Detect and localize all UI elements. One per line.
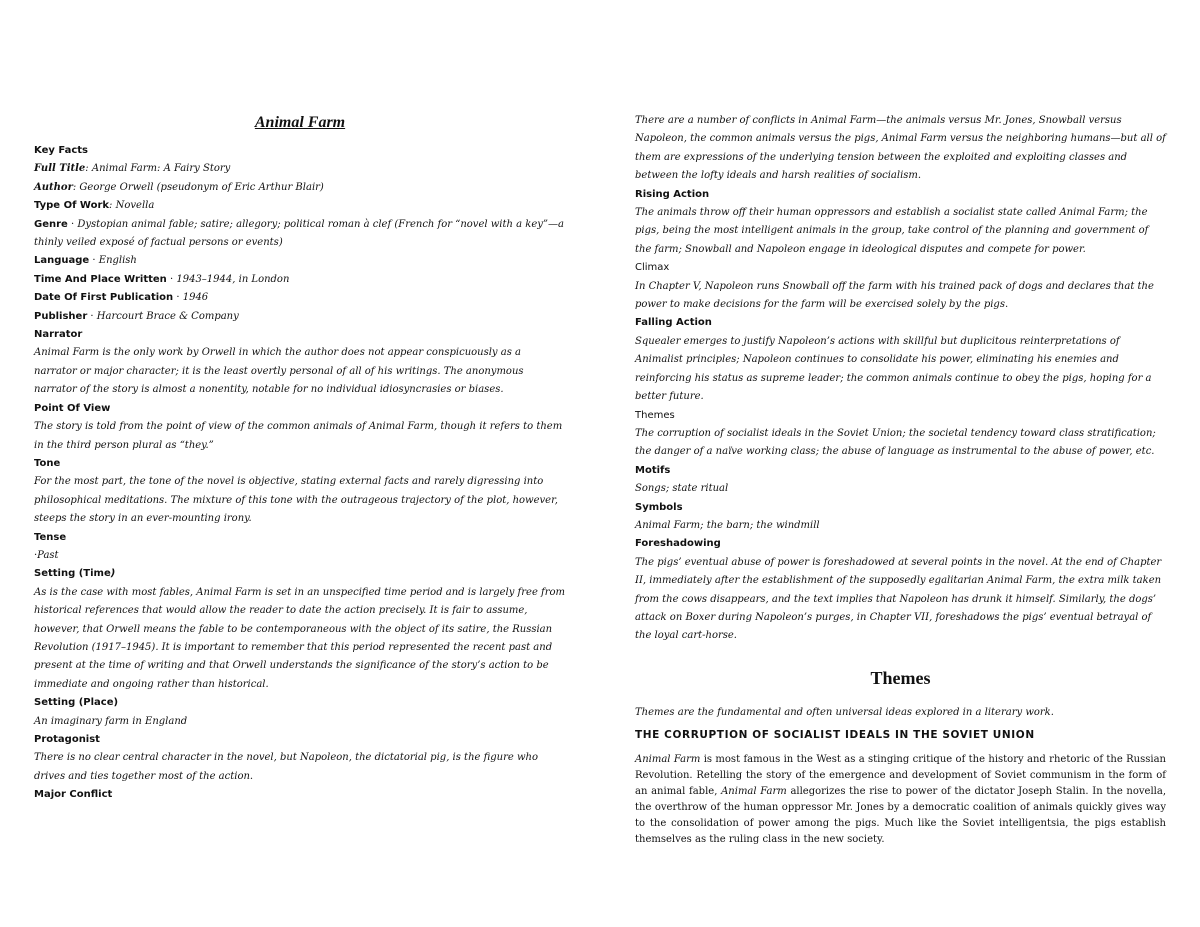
theme-paragraph (635, 752, 1166, 848)
fact-separator: · (67, 218, 78, 230)
themes-intro: Themes are the fundamental and often universal ideas explored in a literary work. (635, 706, 1054, 718)
fact-value: Animal Farm: A Fairy Story (88, 163, 231, 175)
setting-time-label-close: ) (110, 568, 116, 580)
fact-first-publication (34, 289, 566, 307)
foreshadowing-label: Foreshadowing (635, 538, 721, 550)
fact-value: Dystopian animal fable; satire; allegory; political roman à clef (French for “novel with a key”—a thinly veiled exposé of factual persons or events) (34, 218, 564, 249)
symbols-text: Animal Farm; the barn; the windmill (635, 519, 820, 531)
right-column (635, 112, 1166, 848)
fact-value: English (98, 255, 137, 267)
fact-separator: : (109, 200, 113, 212)
foreshadowing-text: The pigs’ eventual abuse of power is foreshadowed at several points in the novel. At the end of Chapter II, immediately after the establishment of the supposedly egalitarian Animal Farm, the extra milk taken from the cows disappears, and the text implies that Napoleon has drunk it himself. Similarly, the dogs’ attack on Boxer during Napoleon’s purges, in Chapter VII, foreshadows the pigs’ eventual betrayal of the loyal cart-horse. (635, 556, 1162, 642)
fact-separator: · (89, 255, 99, 267)
point-of-view-text: The story is told from the point of view of the common animals of Animal Farm, though it refers to them in the third person plural as “they.” (34, 421, 563, 451)
fact-value: George Orwell (pseudonym of Eric Arthur Blair) (76, 181, 324, 193)
left-column (34, 112, 566, 805)
tone-text: For the most part, the tone of the novel is objective, stating external facts and rarely digressing into philosophical meditations. The mixture of this tone with the outrageous trajectory of the plot, however, steeps the story in an ever-mounting irony. (34, 476, 558, 525)
setting-time-text: As is the case with most fables, Animal Farm is set in an unspecified time period and is largely free from historical references that would allow the reader to date the action precisely. It is fair to assume, however, that Orwell means the fable to be contemporaneous with the object of its satire, the Russian Revolution (1917–1945). It is important to remember that this period represented the recent past and present at the time of writing and that Orwell understands the significance of the story’s action to be immediate and ongoing rather than historical. (34, 586, 566, 690)
setting-time-label-text: Setting (Time (34, 568, 111, 580)
setting-time-label (34, 565, 566, 583)
theme-title: THE CORRUPTION OF SOCIALIST IDEALS IN THE SOVIET UNION (635, 728, 1035, 741)
fact-label: Type Of Work (34, 200, 110, 212)
fact-type-of-work (34, 197, 566, 215)
climax-text: In Chapter V, Napoleon runs Snowball off the farm with his trained pack of dogs and declares that the power to make decisions for the farm will be exercised solely by the pigs. (635, 280, 1154, 311)
symbols-label: Symbols (635, 501, 683, 513)
protagonist-label: Protagonist (34, 734, 100, 745)
narrator-label: Narrator (34, 329, 83, 341)
fact-value: Novella (112, 200, 155, 212)
fact-separator: · (166, 273, 177, 285)
fact-label: Time And Place Written (34, 273, 167, 285)
fact-genre (34, 216, 566, 253)
fact-separator: · (173, 292, 183, 304)
book-title-ref: Animal Farm (721, 785, 787, 797)
document-title: Animal Farm (254, 114, 346, 131)
rising-action-label: Rising Action (635, 188, 710, 200)
tone-label: Tone (34, 457, 61, 469)
tense-text: ·Past (34, 549, 59, 561)
fact-value: 1946 (182, 292, 209, 304)
rising-action-text: The animals throw off their human oppressors and establish a socialist state called Animal Farm; the pigs, being the most intelligent animals in the group, take control of the planning and government of the farm; Snowball and Napoleon engage in ideological disputes and compete for power. (635, 207, 1149, 255)
setting-place-text: An imaginary farm in England (34, 715, 188, 727)
climax-label: Climax (635, 262, 670, 274)
theme-text: is most famous in the West as a stinging critique of the history and rhetoric of the Russian Revolution. Retelling the story of the emergence and development of Soviet communism in the form of an animal fable, (635, 753, 1166, 797)
key-facts-heading: Key Facts (34, 145, 89, 156)
fact-value: 1943–1944, in London (176, 273, 290, 285)
fact-label: Author (34, 181, 73, 193)
fact-full-title (34, 160, 566, 178)
fact-label: Publisher (34, 310, 88, 322)
fact-language (34, 252, 566, 270)
setting-place-label: Setting (Place) (34, 697, 119, 709)
major-conflict-text: There are a number of conflicts in Animal Farm—the animals versus Mr. Jones, Snowball versus Napoleon, the common animals versus the pigs, Animal Farm versus the neighboring humans—but all of them are expressions of the underlying tension between the exploited and exploiting classes and between the lofty ideals and harsh realities of socialism. (635, 115, 1166, 182)
fact-separator: · (87, 310, 97, 322)
themes-fact-text: The corruption of socialist ideals in the Soviet Union; the societal tendency toward class stratification; the danger of a naïve working class; the abuse of language as instrumental to the abuse of power, etc. (635, 427, 1156, 458)
themes-fact-label: Themes (635, 409, 675, 421)
fact-author (34, 179, 566, 197)
fact-label: Genre (34, 218, 68, 230)
fact-label: Date Of First Publication (34, 292, 174, 304)
motifs-label: Motifs (635, 464, 671, 476)
motifs-text: Songs; state ritual (635, 483, 729, 495)
falling-action-text: Squealer emerges to justify Napoleon’s actions with skillful but duplicitous reinterpretations of Animalist principles; Napoleon continues to consolidate his power, eliminating his enemies and reinforcing his status as supreme leader; the common animals continue to obey the pigs, hoping for a better future. (635, 335, 1152, 403)
fact-value: Harcourt Brace & Company (96, 310, 239, 322)
fact-publisher (34, 308, 566, 326)
point-of-view-label: Point Of View (34, 402, 111, 414)
major-conflict-label: Major Conflict (34, 789, 113, 801)
protagonist-text: There is no clear central character in the novel, but Napoleon, the dictatorial pig, is the figure who drives and ties together most of the action. (34, 752, 539, 782)
book-title-ref: Animal Farm (635, 753, 701, 765)
theme-text: allegorizes the rise to power of the dictator Joseph Stalin. In the novella, the overthrow of the human oppressor Mr. Jones by a democratic coalition of animals quickly gives way to the consolidation of power among the pigs. Much like the Soviet intelligentsia, the pigs establish themselves as the ruling class in the new society. (635, 785, 1167, 845)
narrator-text: Animal Farm is the only work by Orwell in which the author does not appear conspicuously as a narrator or major character; it is the least overtly personal of all of his writings. The anonymous narrator of the story is almost a nonentity, notable for no individual idiosyncrasies or biases. (34, 347, 524, 396)
fact-time-place-written (34, 271, 566, 289)
fact-label: Full Title (34, 163, 86, 175)
fact-label: Language (34, 255, 90, 267)
fact-separator: : (72, 181, 77, 193)
falling-action-label: Falling Action (635, 317, 712, 329)
tense-label: Tense (34, 531, 67, 543)
fact-separator: : (85, 163, 89, 175)
themes-heading: Themes (870, 667, 931, 688)
